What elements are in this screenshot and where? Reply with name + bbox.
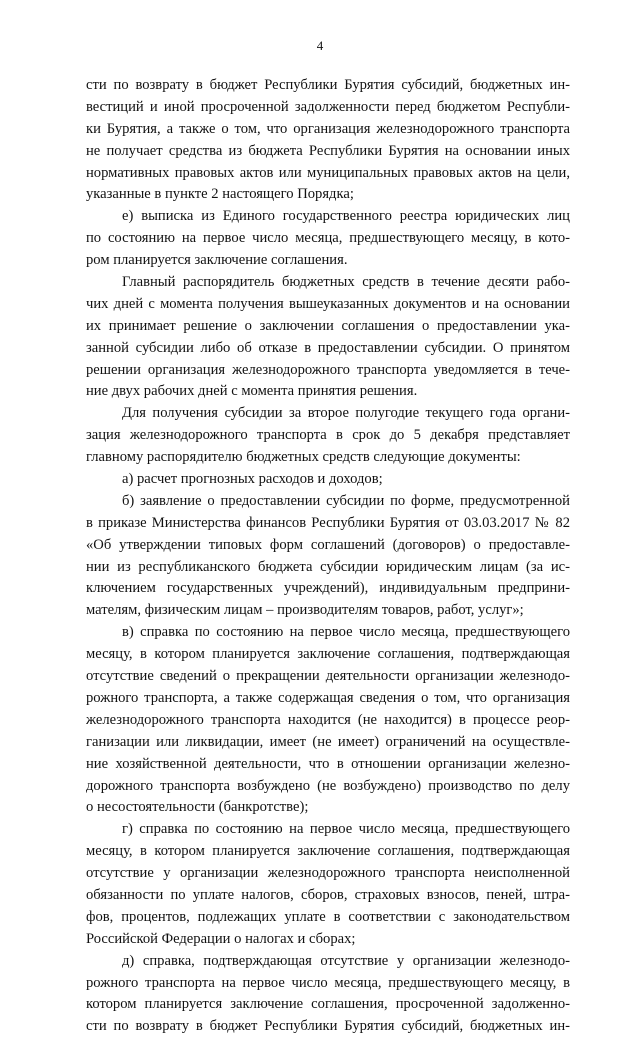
text-line: ние двух рабочих дней с момента принятия решения.: [86, 383, 418, 400]
text-line: обязанности по уплате налогов, сборов, страховых взносов, пеней, штра-: [86, 886, 570, 903]
text-line: зация железнодорожного транспорта в срок до 5 декабря представляет: [86, 427, 570, 444]
text-line: мателям, физическим лицам – производителям товаров, работ, услуг»;: [86, 602, 524, 619]
text-line: Для получения субсидии за второе полугодие текущего года органи-: [122, 405, 570, 422]
text-line: ключением государственных учреждений), индивидуальным предприни-: [86, 580, 570, 597]
text-line: по состоянию на первое число месяца, предшествующего месяцу, в кото-: [86, 230, 570, 247]
text-line: решении организация железнодорожного транспорта уведомляется в тече-: [86, 361, 570, 378]
text-line: вестиций и иной просроченной задолженности перед бюджетом Республи-: [86, 98, 570, 115]
text-line: ром планируется заключение соглашения.: [86, 252, 348, 269]
text-line: указанные в пункте 2 настоящего Порядка;: [86, 186, 354, 203]
text-line: нормативных правовых актов или муниципальных правовых актов на цели,: [86, 164, 570, 181]
text-line: сти по возврату в бюджет Республики Бурятия субсидий, бюджетных ин-: [86, 1018, 570, 1035]
text-line: железнодорожного транспорта находится (не находится) в процессе реор-: [86, 711, 570, 728]
text-line: рожного транспорта на первое число месяца, предшествующего месяцу, в: [86, 974, 570, 991]
text-line: г) справка по состоянию на первое число месяца, предшествующего: [122, 821, 570, 838]
text-line: главному распорядителю бюджетных средств следующие документы:: [86, 449, 521, 466]
text-line: месяцу, в котором планируется заключение соглашения, подтверждающая: [86, 646, 570, 663]
text-line: рожного транспорта, а также содержащая сведения о том, что организация: [86, 689, 570, 706]
text-line: в приказе Министерства финансов Республики Бурятия от 03.03.2017 № 82: [86, 514, 570, 531]
text-line: нии из республиканского бюджета субсидии юридическим лицам (за ис-: [86, 558, 570, 575]
text-line: в) справка по состоянию на первое число месяца, предшествующего: [122, 624, 570, 641]
text-line: месяцу, в котором планируется заключение соглашения, подтверждающая: [86, 843, 570, 860]
text-line: чих дней с момента получения вышеуказанных документов и на основании: [86, 295, 570, 312]
text-line: сти по возврату в бюджет Республики Бурятия субсидий, бюджетных ин-: [86, 77, 570, 93]
body-text: [86, 75, 570, 1038]
page-number: 4: [316, 38, 324, 53]
text-line: не получает средства из бюджета Республики Бурятия на основании иных: [86, 142, 570, 159]
text-line: д) справка, подтверждающая отсутствие у организации железнодо-: [122, 952, 570, 969]
text-line: б) заявление о предоставлении субсидии по форме, предусмотренной: [122, 492, 570, 509]
text-line: занной субсидии либо об отказе в предоставлении субсидии. О принятом: [86, 339, 570, 356]
text-line: ки Бурятия, а также о том, что организация железнодорожного транспорта: [86, 120, 570, 137]
text-line: Российской Федерации о налогах и сборах;: [86, 930, 356, 947]
text-line: «Об утверждении типовых форм соглашений (договоров) о предоставле-: [86, 536, 570, 553]
text-line: а) расчет прогнозных расходов и доходов;: [122, 471, 383, 488]
text-line: отсутствие у организации железнодорожного транспорта неисполненной: [86, 865, 570, 882]
text-line: отсутствие сведений о прекращении деятельности организации железнодо-: [86, 668, 570, 685]
text-line: котором планируется заключение соглашения, просроченной задолженно-: [86, 996, 570, 1013]
text-line: дорожного транспорта возбуждено (не возбуждено) производство по делу: [86, 777, 570, 794]
text-line: ганизации или ликвидации, имеет (не имеет) ограничений на осуществле-: [86, 733, 570, 750]
text-line: фов, процентов, подлежащих уплате в соответствии с законодательством: [86, 908, 570, 925]
text-line: о несостоятельности (банкротстве);: [86, 799, 309, 816]
text-line: Главный распорядитель бюджетных средств в течение десяти рабо-: [122, 274, 570, 291]
text-line: ние хозяйственной деятельности, что в отношении организации железно-: [86, 755, 570, 772]
text-line: е) выписка из Единого государственного реестра юридических лиц: [122, 208, 570, 225]
text-line: их принимает решение о заключении соглашения о предоставлении ука-: [86, 317, 570, 334]
